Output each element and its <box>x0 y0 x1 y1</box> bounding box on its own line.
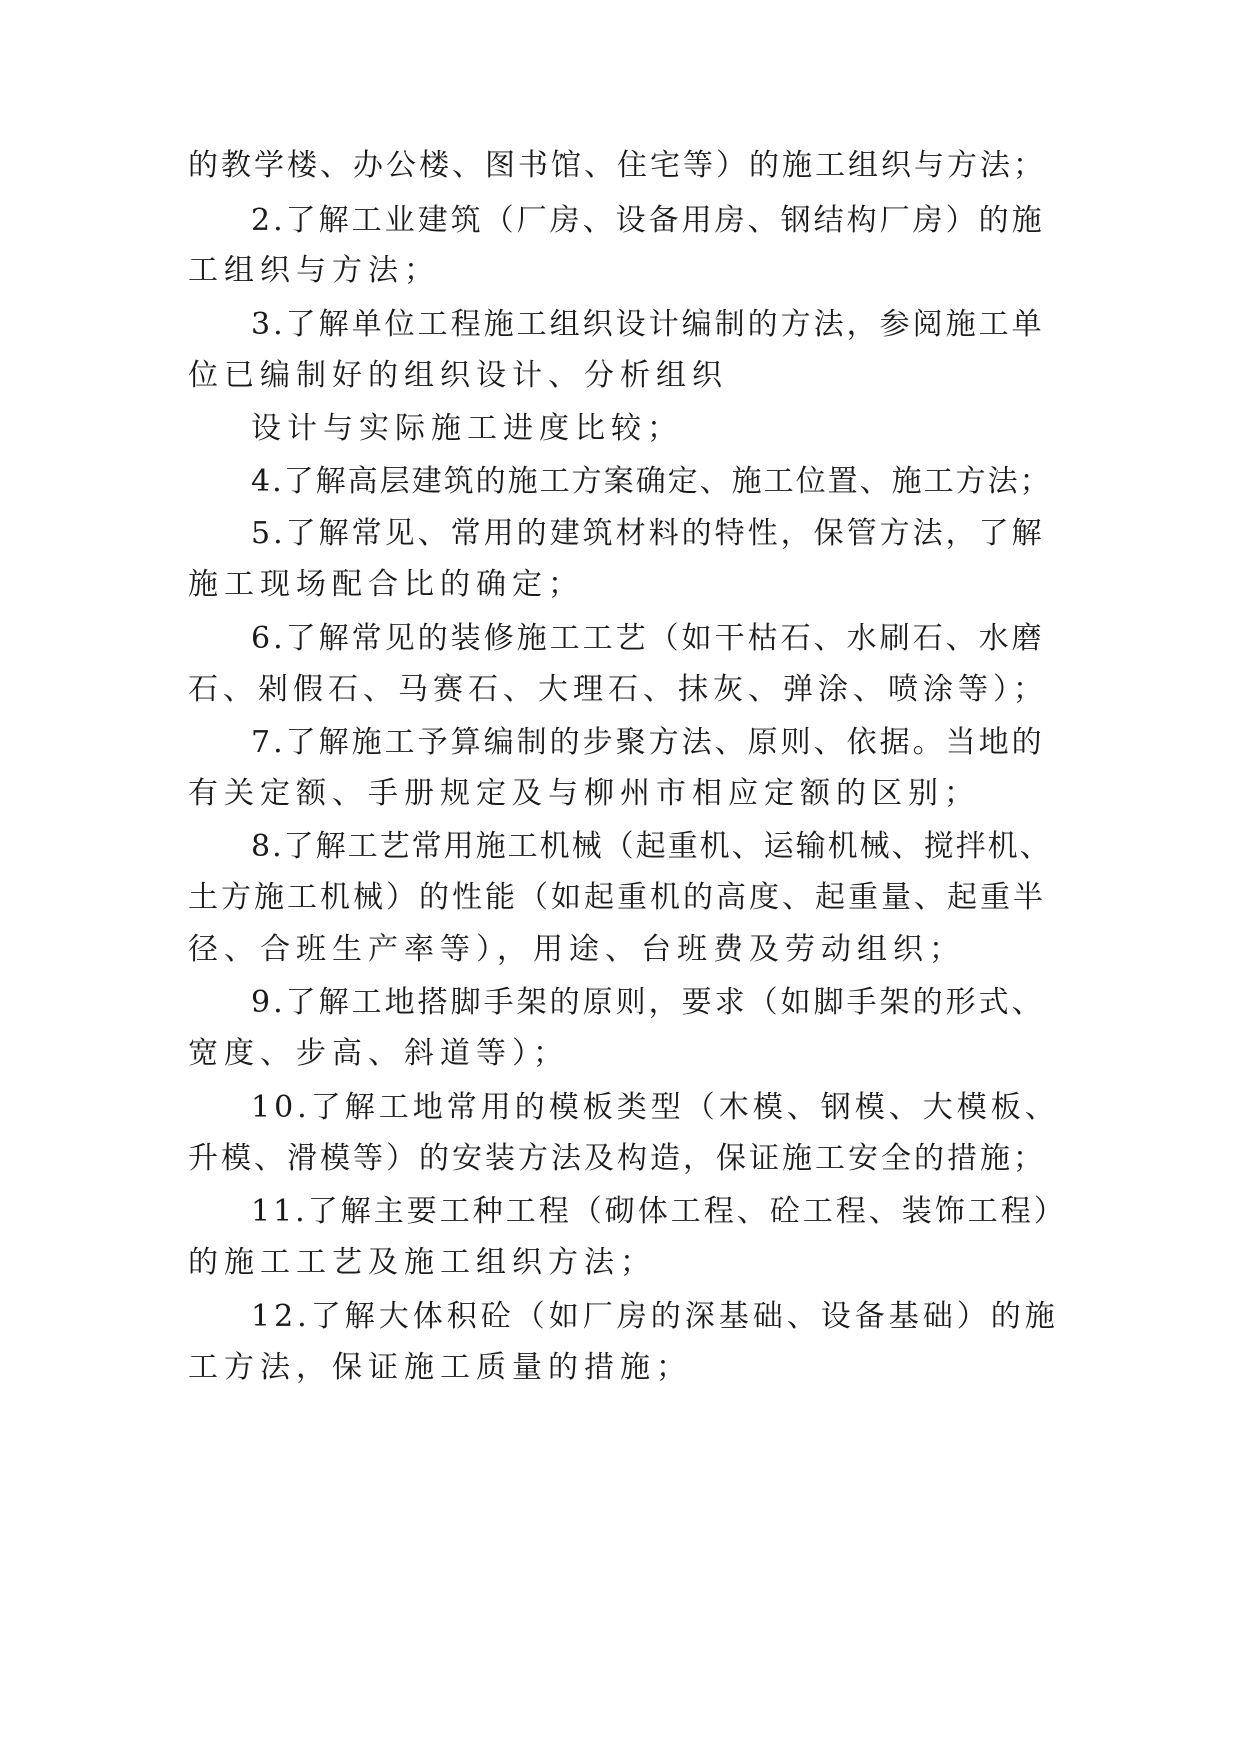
item-8-line-1: 8.了解工艺常用施工机械（起重机、运输机械、搅拌机、 <box>251 829 1052 864</box>
item-3-line-1: 3.了解单位工程施工组织设计编制的方法，参阅施工单 <box>251 307 1045 342</box>
text-line-1: 的教学楼、办公楼、图书馆、住宅等）的施工组织与方法； <box>188 148 1046 183</box>
item-7-line-1: 7.了解施工予算编制的步聚方法、原则、依据。当地的 <box>251 725 1045 760</box>
item-8-line-2: 土方施工机械）的性能（如起重机的高度、起重量、起重半 <box>188 880 1046 915</box>
item-10-line-2: 升模、滑模等）的安装方法及构造，保证施工安全的措施； <box>188 1141 1046 1176</box>
item-3-line-3: 设计与实际施工进度比较； <box>251 411 683 446</box>
item-9-line-2: 宽度、步高、斜道等）； <box>188 1036 569 1071</box>
item-12-line-2: 工方法，保证施工质量的措施； <box>188 1350 692 1385</box>
item-9-line-1: 9.了解工地搭脚手架的原则，要求（如脚手架的形式、 <box>251 985 1045 1020</box>
item-2-line-2: 工组织与方法； <box>188 253 440 288</box>
item-3-line-2: 位已编制好的组织设计、分析组织 <box>188 358 728 393</box>
item-5-line-2: 施工现场配合比的确定； <box>188 567 584 602</box>
item-7-line-2: 有关定额、手册规定及与柳州市相应定额的区别； <box>188 776 980 811</box>
item-11-line-2: 的施工工艺及施工组织方法； <box>188 1245 656 1280</box>
item-4-line-1: 4.了解高层建筑的施工方案确定、施工位置、施工方法； <box>251 464 1052 499</box>
item-11-line-1: 11.了解主要工种工程（砌体工程、砼工程、装饰工程） <box>251 1194 1067 1229</box>
item-6-line-1: 6.了解常见的装修施工工艺（如干枯石、水刷石、水磨 <box>251 621 1045 656</box>
item-8-line-3: 径、合班生产率等），用途、台班费及劳动组织； <box>188 932 965 967</box>
item-5-line-1: 5.了解常见、常用的建筑材料的特性，保管方法，了解 <box>251 516 1045 551</box>
item-10-line-1: 10.了解工地常用的模板类型（木模、钢模、大模板、 <box>251 1090 1059 1125</box>
item-2-line-1: 2.了解工业建筑（厂房、设备用房、钢结构厂房）的施 <box>251 203 1045 238</box>
item-6-line-2: 石、剁假石、马赛石、大理石、抹灰、弹涂、喷涂等）； <box>188 672 1048 707</box>
item-12-line-1: 12.了解大体积砼（如厂房的深基础、设备基础）的施 <box>251 1299 1059 1334</box>
